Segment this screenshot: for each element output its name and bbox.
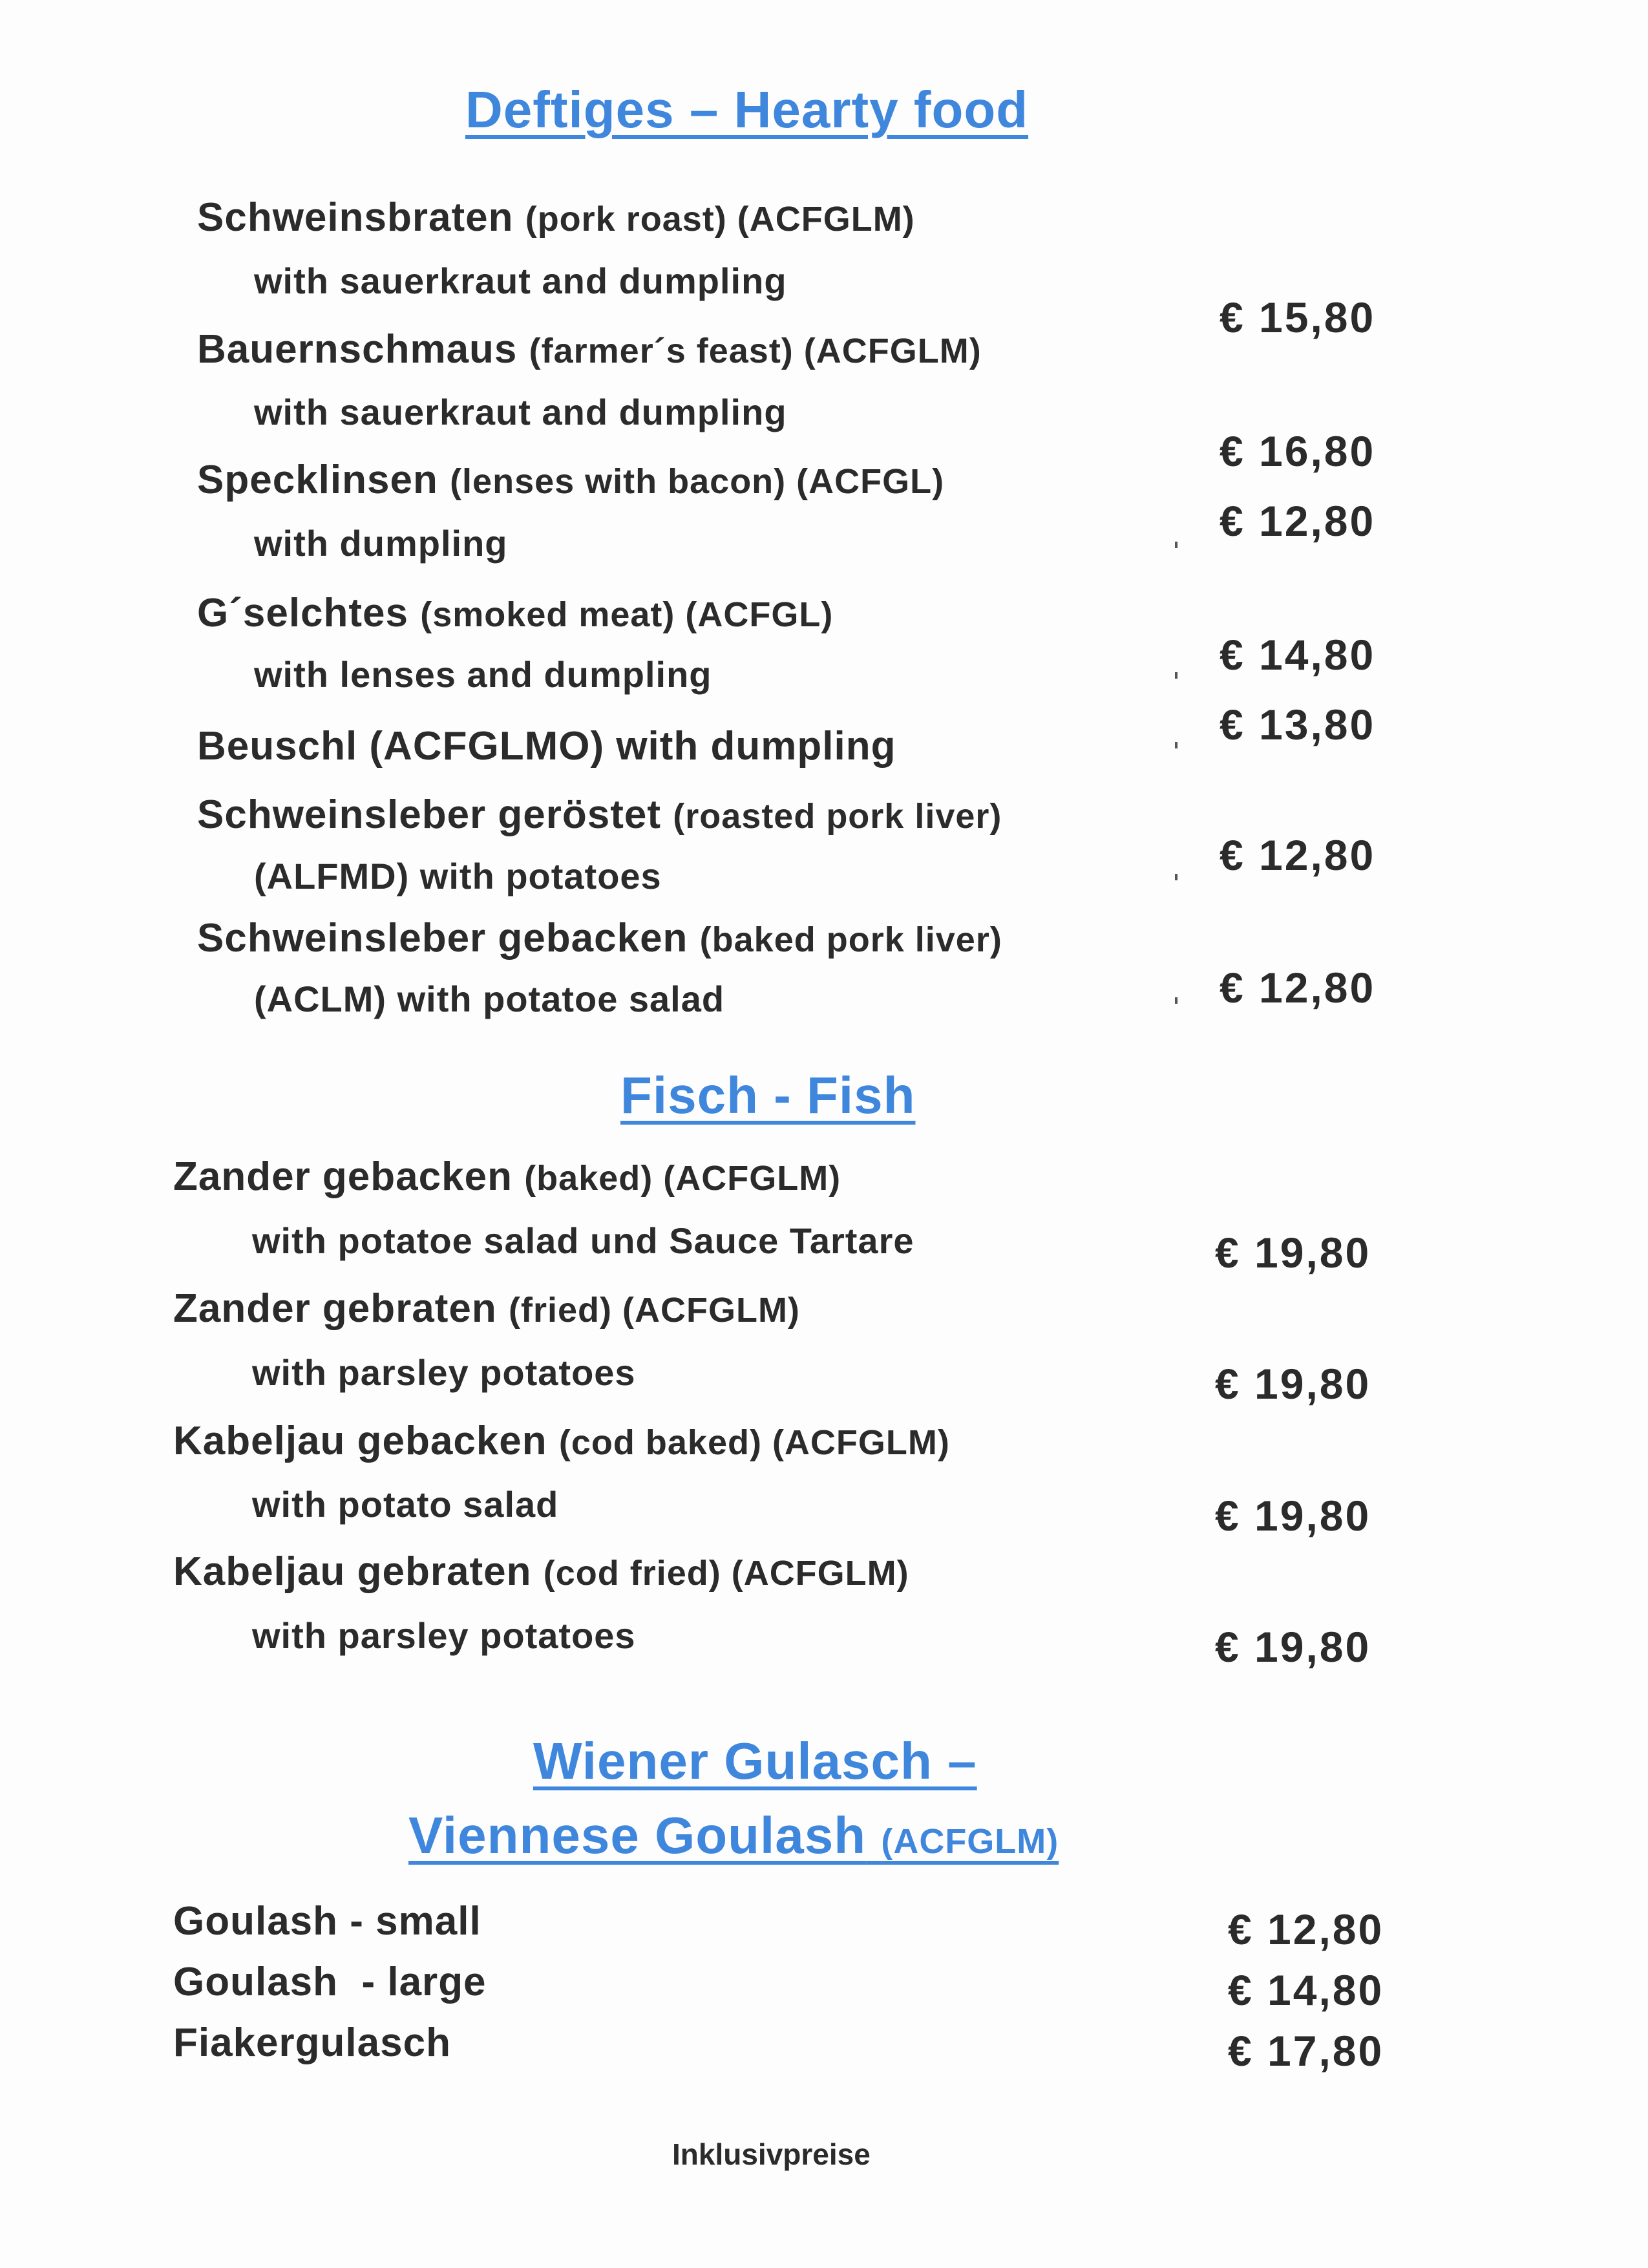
item-title: Schweinsleber geröstet [197,792,662,837]
menu-item-sub: with potatoe salad und Sauce Tartare [252,1220,914,1261]
menu-item-price: € 14,80 [1228,1966,1384,2014]
menu-item-sub: (ALFMD) with potatoes [254,856,662,896]
heading-allergens: (ACFGLM) [881,1822,1059,1861]
menu-item-name [197,327,982,372]
menu-item-name [173,1286,800,1331]
scan-speck [1175,672,1178,679]
heading-title: Viennese Goulash [408,1807,867,1864]
item-detail: (cod fried) (ACFGLM) [543,1554,909,1593]
item-detail: (pork roast) (ACFGLM) [525,200,915,238]
scan-speck [1175,874,1178,880]
menu-item-name: Goulash - large [173,1960,487,2004]
menu-item-name [197,195,915,240]
menu-item-sub: with lenses and dumpling [254,654,712,695]
menu-item-sub: with sauerkraut and dumpling [254,392,787,432]
menu-item-price: € 13,80 [1220,701,1376,748]
menu-item-price: € 19,80 [1215,1360,1371,1408]
item-title: Zander gebacken [173,1154,512,1199]
menu-item-sub: (ACLM) with potatoe salad [254,979,725,1019]
menu-item-price: € 12,80 [1220,831,1376,879]
item-title: Specklinsen [197,458,438,502]
menu-item-sub: with parsley potatoes [252,1615,636,1656]
menu-item-name [197,593,833,633]
menu-item-price: € 12,80 [1220,964,1376,1012]
menu-item-name [173,1421,950,1461]
scan-speck [1175,997,1178,1004]
scan-speck [1175,542,1178,548]
menu-item-name [197,460,944,500]
item-title: Schweinsleber gebacken [197,916,688,960]
menu-item-sub: with dumpling [254,523,508,564]
footer-note: Inklusivpreise [672,2137,871,2171]
item-detail: (baked pork liver) [699,920,1002,959]
menu-item-price: € 19,80 [1215,1229,1371,1277]
section-heading-goulash-line1: Wiener Gulasch – [533,1732,977,1790]
menu-item-price: € 14,80 [1220,631,1376,679]
item-title: Schweinsbraten [197,195,514,240]
menu-item-name: Goulash - small [173,1899,481,1944]
menu-item-price: € 19,80 [1215,1492,1371,1540]
item-title: Zander gebraten [173,1286,497,1331]
menu-item-sub: with parsley potatoes [252,1352,636,1393]
menu-item-price: € 16,80 [1220,427,1376,475]
item-detail: (farmer´s feast) (ACFGLM) [529,332,982,370]
menu-item-name [173,1549,909,1594]
item-detail: (fried) (ACFGLM) [509,1291,800,1330]
menu-item-price: € 15,80 [1220,293,1376,341]
section-heading-fish: Fisch - Fish [620,1066,916,1124]
menu-item-name [173,1154,841,1199]
scan-speck [1175,742,1178,748]
item-detail: (roasted pork liver) [673,797,1002,836]
menu-item-price: € 12,80 [1220,497,1376,545]
item-title: Kabeljau gebraten [173,1549,532,1594]
item-detail: (lenses with bacon) (ACFGL) [450,462,945,501]
menu-item-name [197,792,1002,837]
item-detail: (cod baked) (ACFGLM) [558,1423,950,1462]
menu-item-sub: with sauerkraut and dumpling [254,260,787,301]
menu-item-sub: with potato salad [252,1484,559,1525]
menu-item-name [197,918,1002,959]
menu-item-name [197,726,896,767]
menu-item-price: € 17,80 [1228,2027,1384,2075]
item-detail: (baked) (ACFGLM) [524,1159,841,1198]
item-detail: (smoked meat) (ACFGL) [420,595,834,634]
section-heading-goulash-line2 [408,1807,1059,1864]
menu-item-price: € 19,80 [1215,1623,1371,1671]
item-title: Kabeljau gebacken [173,1419,547,1463]
menu-item-price: € 12,80 [1228,1905,1384,1953]
menu-item-name: Fiakergulasch [173,2020,451,2065]
item-title: Bauernschmaus [197,327,518,372]
section-heading-hearty: Deftiges – Hearty food [465,81,1029,138]
item-title: Beuschl (ACFGLMO) with dumpling [197,724,896,768]
item-title: G´selchtes [197,591,409,635]
